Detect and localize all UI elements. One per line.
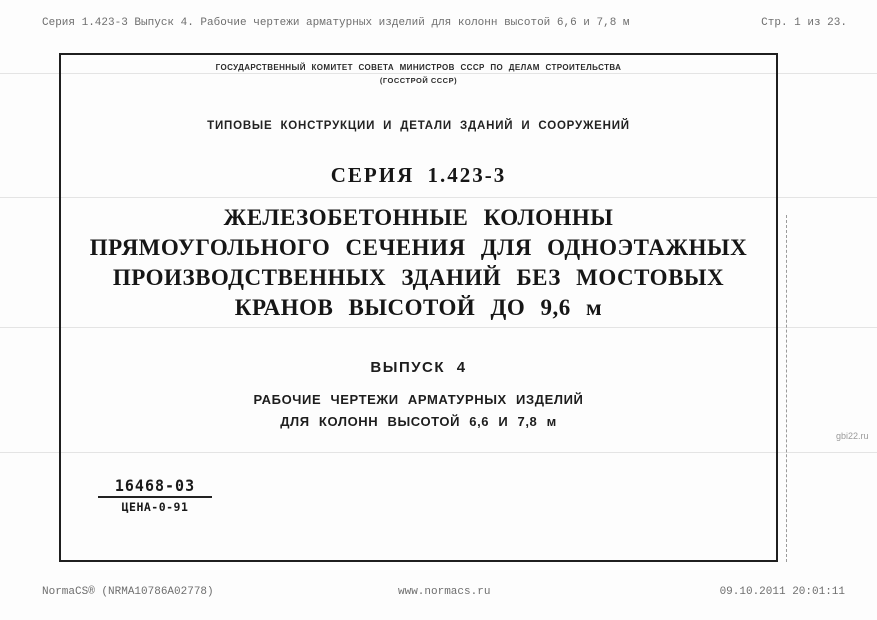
stamp-price: ЦЕНА-0-91 xyxy=(121,500,189,514)
subtitle-line-2: ДЛЯ КОЛОНН ВЫСОТОЙ 6,6 И 7,8 м xyxy=(280,414,557,429)
doc-title-line-4: КРАНОВ ВЫСОТОЙ ДО 9,6 м xyxy=(234,295,603,320)
series-type-line: ТИПОВЫЕ КОНСТРУКЦИИ И ДЕТАЛИ ЗДАНИЙ И СООРУЖЕНИЙ xyxy=(207,120,630,132)
price-stamp xyxy=(98,477,212,514)
subtitle-line-1: РАБОЧИЕ ЧЕРТЕЖИ АРМАТУРНЫХ ИЗДЕЛИЙ xyxy=(253,392,584,407)
org-committee-sub: (ГОССТРОЙ СССР) xyxy=(379,76,458,85)
doc-title-line-3: ПРОИЗВОДСТВЕННЫХ ЗДАНИЙ БЕЗ МОСТОВЫХ xyxy=(112,265,725,290)
stamp-number: 16468-03 xyxy=(114,476,196,496)
print-footer-left: NormaCS® (NRMA10786A02778) xyxy=(42,586,214,598)
print-footer-right: 09.10.2011 20:01:11 xyxy=(719,586,845,598)
org-committee-line: ГОСУДАРСТВЕННЫЙ КОМИТЕТ СОВЕТА МИНИСТРОВ СССР ПО ДЕЛАМ СТРОИТЕЛЬСТВА xyxy=(215,63,622,72)
series-heading: СЕРИЯ 1.423-3 xyxy=(330,163,507,187)
scan-artifact-vertical-line xyxy=(786,215,787,562)
print-footer-center: www.normacs.ru xyxy=(398,586,491,598)
doc-title-line-1: ЖЕЛЕЗОБЕТОННЫЕ КОЛОННЫ xyxy=(223,205,614,230)
print-header-left: Серия 1.423-3 Выпуск 4. Рабочие чертежи арматурных изделий для колонн высотой 6,6 и 7,8 м xyxy=(42,17,630,29)
document-title xyxy=(59,203,778,323)
print-header-right: Стр. 1 из 23. xyxy=(761,17,847,29)
issue-heading: ВЫПУСК 4 xyxy=(370,359,467,376)
stamp-divider xyxy=(98,496,212,498)
watermark-gbi22: gbi22.ru xyxy=(836,431,869,441)
doc-title-line-2: ПРЯМОУГОЛЬНОГО СЕЧЕНИЯ ДЛЯ ОДНОЭТАЖНЫХ xyxy=(89,235,748,260)
